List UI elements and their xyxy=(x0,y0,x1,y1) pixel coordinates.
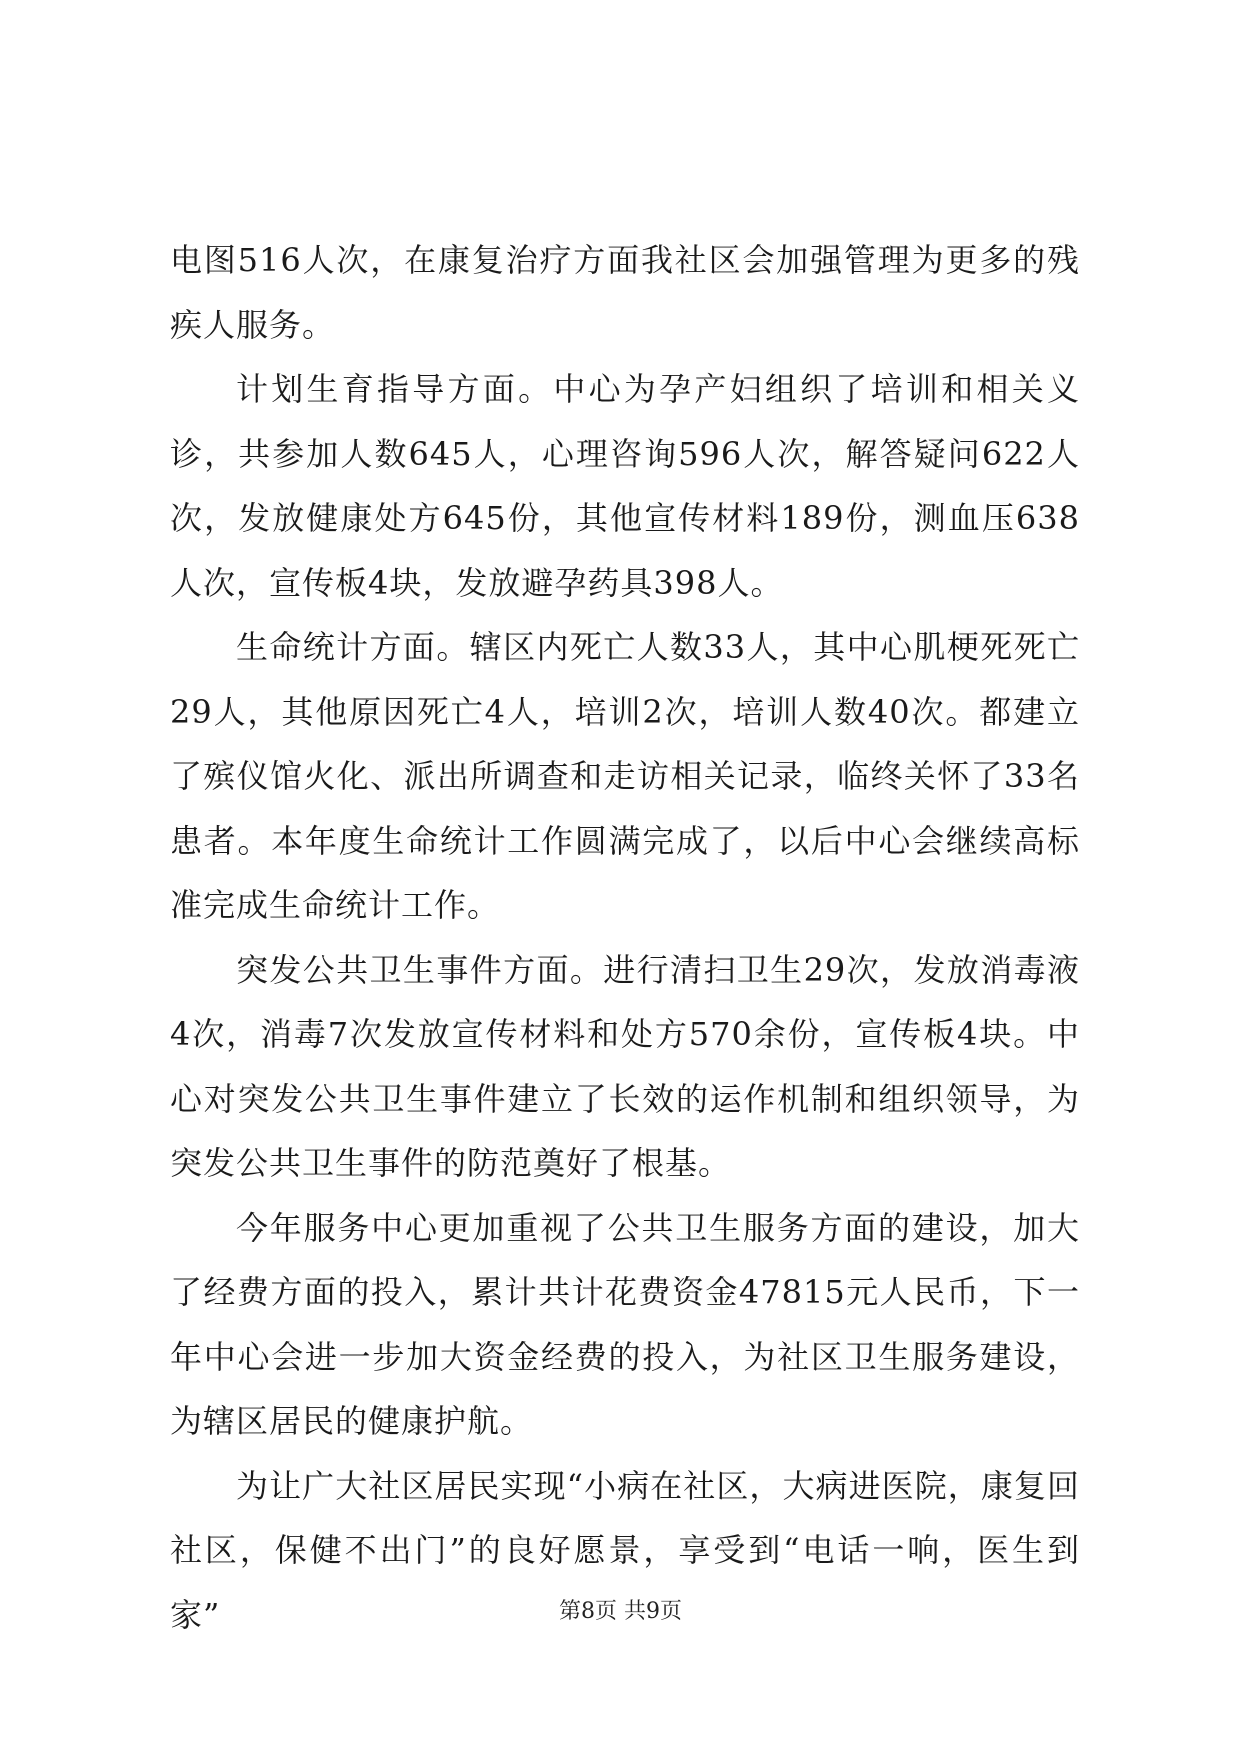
paragraph-vital-statistics: 生命统计方面。辖区内死亡人数33人，其中心肌梗死死亡29人，其他原因死亡4人，培训2次，培训人数40次。都建立了殡仪馆火化、派出所调查和走访相关记录，临终关怀了33名患者。本年度生命统计工作圆满完成了，以后中心会继续高标准完成生命统计工作。 xyxy=(170,628,1080,924)
paragraph-public-health-emergency: 突发公共卫生事件方面。进行清扫卫生29次，发放消毒液4次，消毒7次发放宣传材料和处方570余份，宣传板4块。中心对突发公共卫生事件建立了长效的运作机制和组织领导，为突发公共卫生事件的防范奠好了根基。 xyxy=(170,950,1080,1182)
paragraph-community-vision: 为让广大社区居民实现“小病在社区，大病进医院，康复回社区，保健不出门”的良好愿景，享受到“电话一响，医生到家” xyxy=(170,1466,1080,1634)
page-footer xyxy=(0,1597,1241,1627)
paragraph-family-planning: 计划生育指导方面。中心为孕产妇组织了培训和相关义诊，共参加人数645人，心理咨询596人次，解答疑问622人次，发放健康处方645份，其他宣传材料189份，测血压638人次，宣传板4块，发放避孕药具398人。 xyxy=(170,370,1080,602)
page-number: 第8页 共9页 xyxy=(559,1599,682,1624)
body-text xyxy=(170,228,1080,1647)
paragraph-funding: 今年服务中心更加重视了公共卫生服务方面的建设，加大了经费方面的投入，累计共计花费资金47815元人民币，下一年中心会进一步加大资金经费的投入，为社区卫生服务建设，为辖区居民的健康护航。 xyxy=(170,1208,1080,1440)
paragraph-rehab-continued: 电图516人次，在康复治疗方面我社区会加强管理为更多的残疾人服务。 xyxy=(170,241,1080,344)
